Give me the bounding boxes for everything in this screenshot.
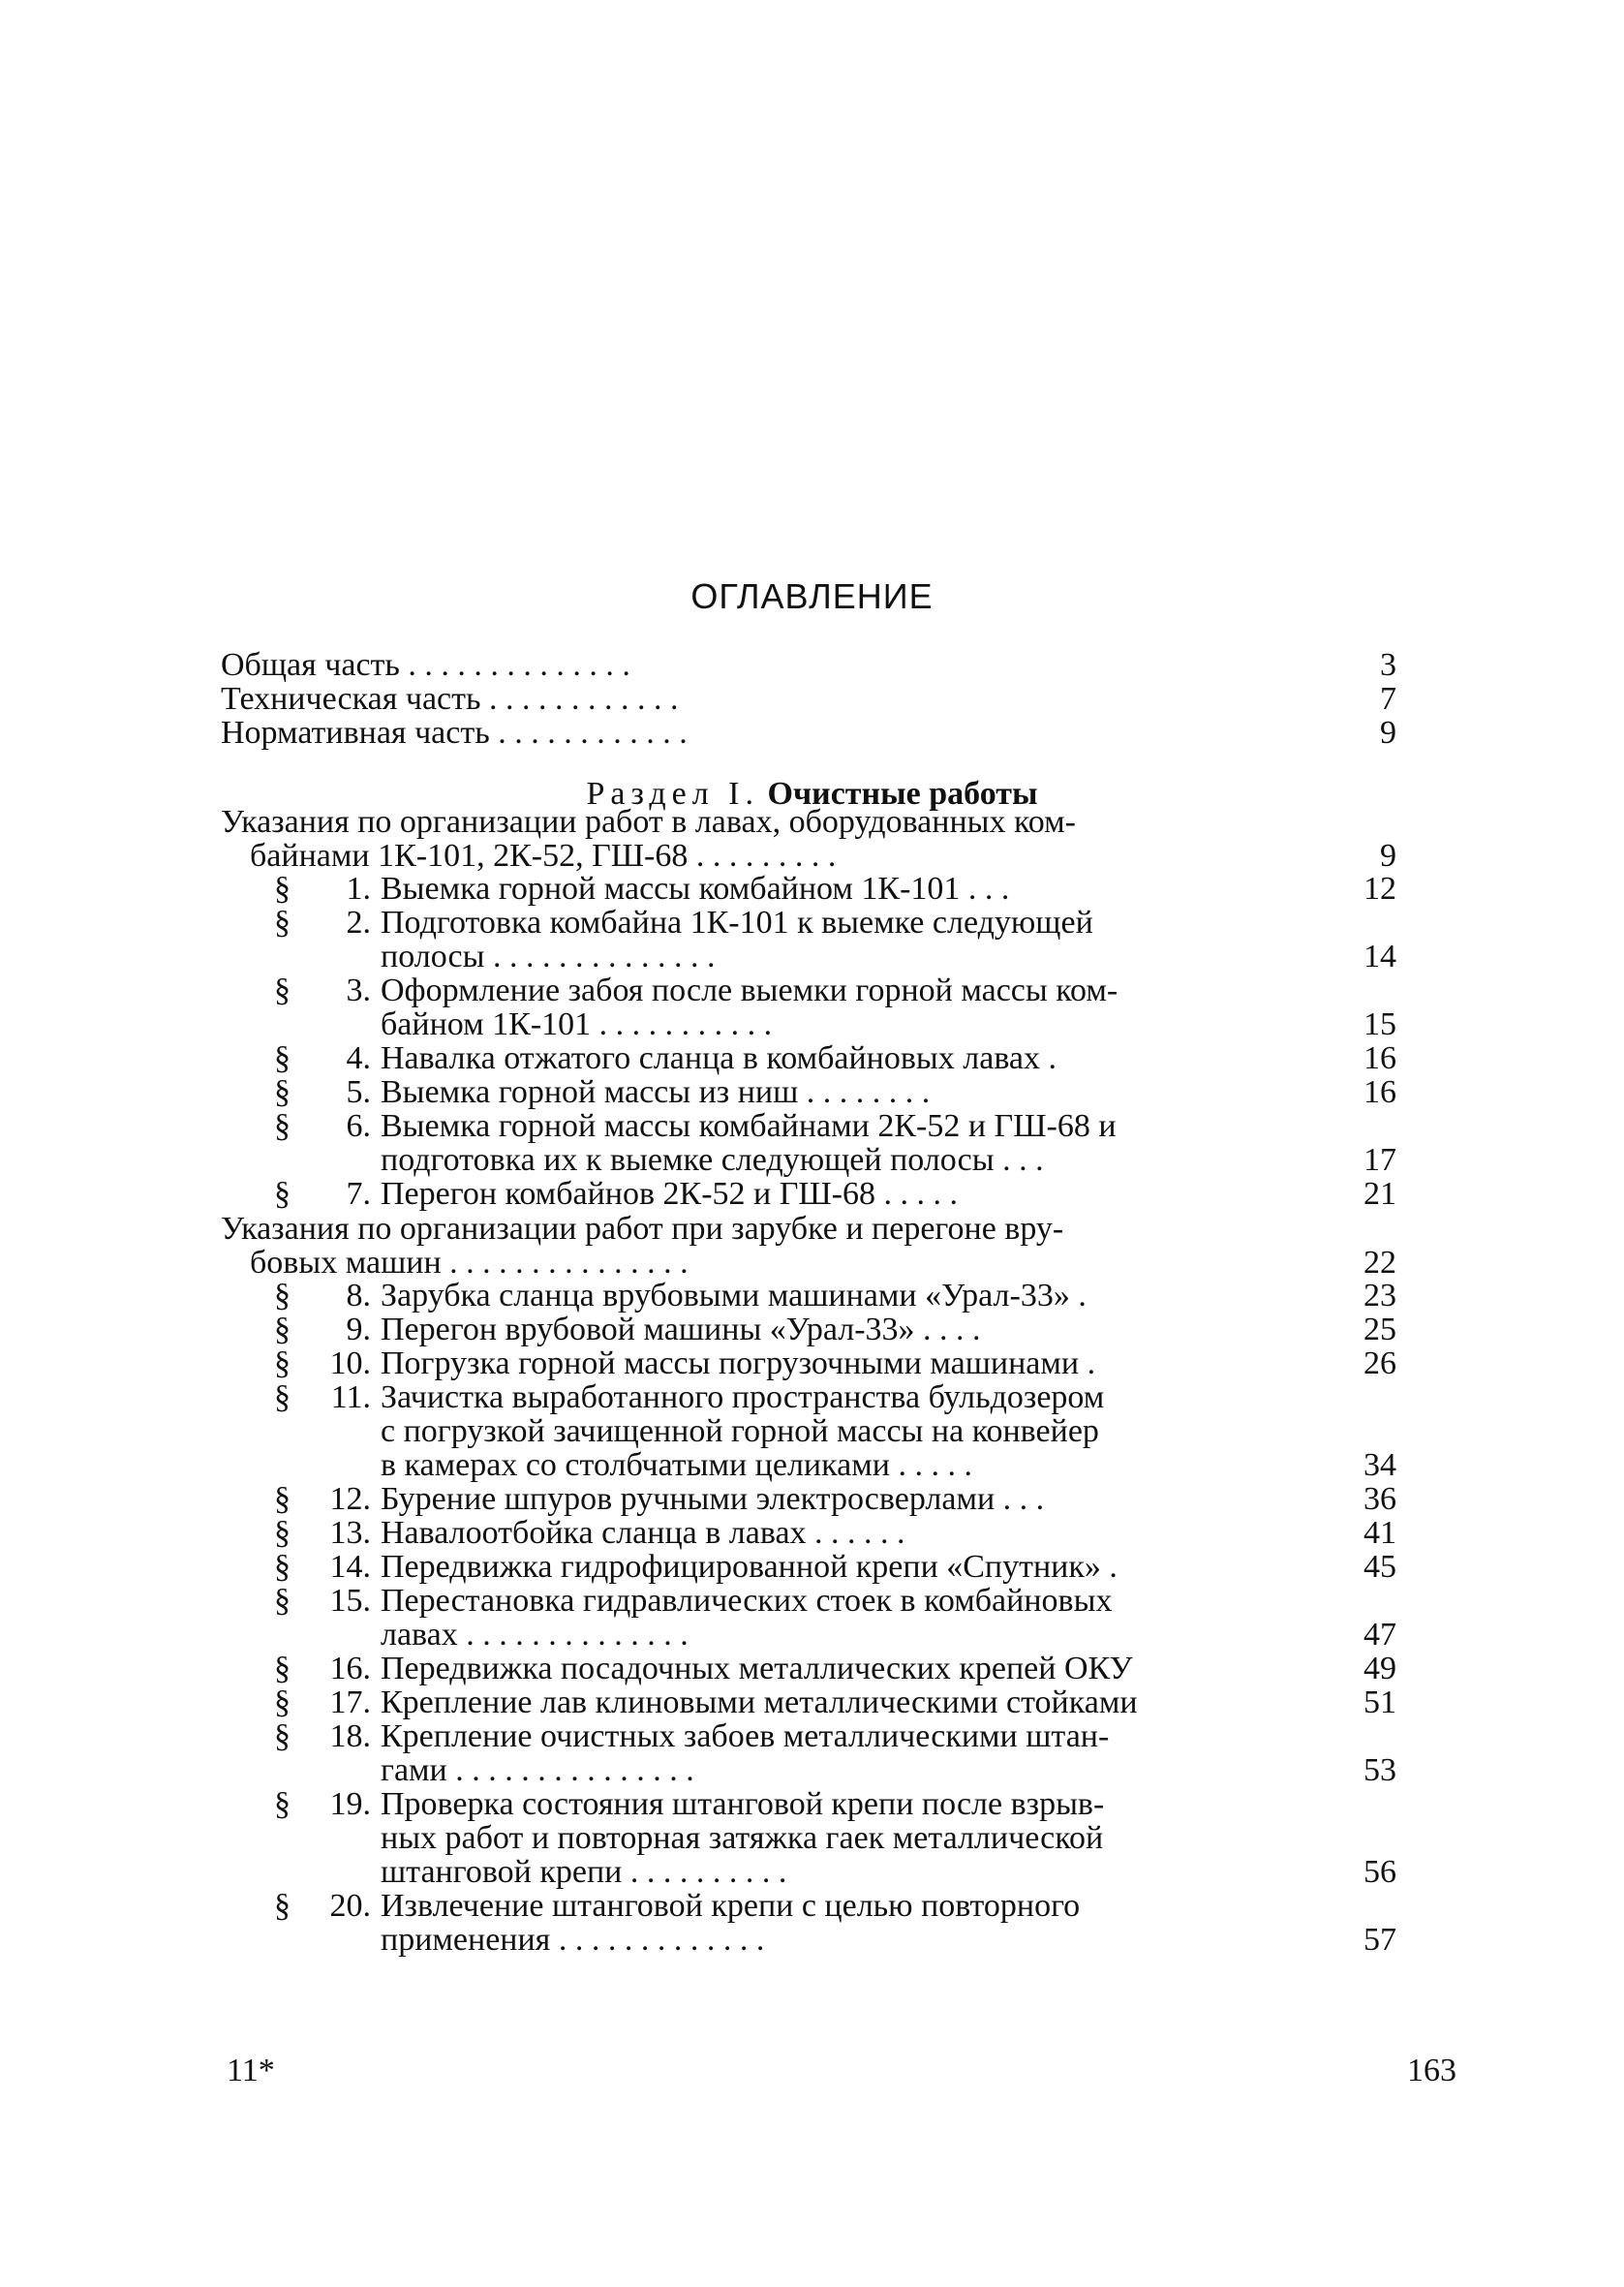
toc-group-heading: [221, 1211, 1383, 1245]
toc-item-text: в камерах со столбчатыми целиками . . . . .: [381, 1447, 972, 1483]
section-symbol: §: [274, 1074, 291, 1110]
toc-entry-page: 56: [1364, 1854, 1396, 1890]
toc-item-line: [221, 906, 1383, 940]
toc-item-line: [221, 1278, 1396, 1313]
section-symbol: §: [274, 1379, 291, 1415]
toc-item-number: 11.: [330, 1379, 371, 1415]
toc-entry-page: 15: [1364, 1006, 1396, 1042]
toc-item-number: 8.: [346, 1278, 371, 1313]
toc-entry-page: 53: [1364, 1752, 1396, 1788]
toc-item-number: 20.: [329, 1888, 371, 1924]
section-symbol: §: [274, 871, 291, 907]
toc-item-line: [221, 1345, 1396, 1381]
table-of-contents: [221, 647, 1396, 1958]
toc-item-text: Подготовка комбайна 1К-101 к выемке следующей: [381, 905, 1093, 941]
toc-entry-general: [221, 647, 1396, 683]
toc-item-line: [221, 974, 1383, 1007]
signature-mark: 11*: [227, 2053, 275, 2088]
toc-entry-page: 3: [1380, 647, 1396, 683]
section-symbol: §: [274, 1176, 291, 1212]
toc-item-number: 9.: [346, 1312, 371, 1347]
toc-group-line: байнами 1К-101, 2К-52, ГШ-68 . . . . . . . . .: [250, 838, 837, 874]
toc-item-number: 14.: [329, 1549, 371, 1585]
toc-item-line: [221, 1447, 1396, 1483]
section-symbol: §: [274, 1684, 291, 1720]
toc-item-number: 10.: [329, 1345, 371, 1381]
toc-item-line: [221, 1651, 1396, 1686]
toc-item: [221, 1176, 1396, 1212]
toc-entry-text: Техническая часть . . . . . . . . . . . .: [221, 681, 679, 717]
toc-item-text: Крепление очистных забоев металлическими штан-: [381, 1718, 1110, 1754]
toc-entry-page: 17: [1364, 1142, 1396, 1178]
toc-item-number: 7.: [346, 1176, 371, 1212]
toc-item: [221, 1684, 1396, 1720]
toc-item-number: 13.: [329, 1515, 371, 1551]
toc-entry-page: 26: [1364, 1345, 1396, 1381]
toc-item-line: [221, 1109, 1383, 1143]
toc-item-text: Бурение шпуров ручными электросверлами . . .: [381, 1481, 1045, 1517]
section-symbol: §: [274, 1651, 291, 1686]
toc-item-number: 1.: [346, 871, 371, 907]
toc-item-line: [221, 1074, 1396, 1110]
section-symbol: §: [274, 1040, 291, 1076]
toc-item-text: Оформление забоя после выемки горной массы ком-: [381, 973, 1118, 1008]
toc-item-text: подготовка их к выемке следующей полосы . . .: [381, 1142, 1044, 1178]
toc-item-text: Зарубка сланца врубовыми машинами «Урал-33» .: [381, 1278, 1087, 1313]
toc-item-line: [221, 1040, 1396, 1076]
section-heading: [0, 775, 1624, 814]
toc-item-text: Навалка отжатого сланца в комбайновых лавах .: [381, 1040, 1057, 1076]
toc-item-line: [221, 1821, 1383, 1855]
toc-entry-page: 23: [1364, 1278, 1396, 1313]
section-symbol: §: [274, 1718, 291, 1754]
toc-item-number: 3.: [346, 973, 371, 1008]
toc-entry-page: 57: [1364, 1922, 1396, 1958]
toc-item: [221, 1549, 1396, 1585]
toc-entry-page: 22: [1364, 1245, 1396, 1281]
toc-item: [221, 1651, 1396, 1686]
toc-item-line: [221, 1142, 1396, 1178]
toc-item-line: [221, 1515, 1396, 1551]
toc-item-number: 16.: [329, 1651, 371, 1686]
toc-item-line: [221, 1684, 1396, 1720]
section-symbol: §: [274, 1583, 291, 1619]
toc-item-text: Зачистка выработанного пространства бульдозером: [381, 1379, 1105, 1415]
toc-item-text: Перегон комбайнов 2К-52 и ГШ-68 . . . . .: [381, 1176, 958, 1212]
toc-item: [221, 871, 1396, 907]
toc-entry-page: 16: [1364, 1074, 1396, 1110]
toc-entry-text: Нормативная часть . . . . . . . . . . . .: [221, 715, 688, 751]
toc-entry-technical: [221, 681, 1396, 717]
page-number: 163: [1407, 2053, 1456, 2088]
toc-item-number: 18.: [329, 1718, 371, 1754]
toc-item: [221, 1515, 1396, 1551]
toc-item-number: 5.: [346, 1074, 371, 1110]
toc-item: [221, 1040, 1396, 1076]
section-symbol: §: [274, 1549, 291, 1585]
toc-item-line: [221, 939, 1396, 974]
section-symbol: §: [274, 973, 291, 1008]
toc-item: [221, 1481, 1396, 1517]
toc-item-number: 17.: [329, 1684, 371, 1720]
toc-item-line: [221, 1787, 1383, 1821]
toc-entry-page: 36: [1364, 1481, 1396, 1517]
toc-entry-page: 16: [1364, 1040, 1396, 1076]
toc-item: [221, 1718, 1396, 1788]
toc-items-group2: [221, 1278, 1396, 1958]
toc-group-line: Указания по организации работ в лавах, оборудованных ком-: [221, 804, 1076, 840]
toc-item-line: [221, 1549, 1396, 1585]
page-title: ОГЛАВЛЕНИЕ: [690, 576, 934, 616]
section-symbol: §: [274, 1312, 291, 1347]
toc-item-line: [221, 1584, 1383, 1618]
toc-item-line: [221, 1719, 1383, 1753]
toc-group-heading-cont: [221, 1245, 1396, 1281]
toc-entry-page: 41: [1364, 1515, 1396, 1551]
section-symbol: §: [274, 1108, 291, 1144]
toc-item: [221, 1108, 1396, 1178]
toc-item-line: [221, 1414, 1383, 1448]
toc-item-text: Перегон врубовой машины «Урал-33» . . . .: [381, 1312, 981, 1347]
toc-item-line: [221, 871, 1396, 907]
toc-item: [221, 973, 1396, 1042]
toc-entry-page: 14: [1364, 939, 1396, 974]
toc-item: [221, 1888, 1396, 1958]
toc-group-line: бовых машин . . . . . . . . . . . . . . .: [250, 1245, 689, 1281]
toc-entry-page: 12: [1364, 871, 1396, 907]
toc-item-text: Перестановка гидравлических стоек в комбайновых: [381, 1583, 1113, 1619]
toc-item-text: Проверка состояния штанговой крепи после взрыв-: [381, 1786, 1105, 1822]
toc-item-line: [221, 1481, 1396, 1517]
toc-item: [221, 1379, 1396, 1483]
toc-item-line: [221, 1752, 1396, 1788]
toc-item-text: Извлечение штанговой крепи с целью повторного: [381, 1888, 1081, 1924]
toc-item-line: [221, 1854, 1396, 1890]
section-symbol: §: [274, 905, 291, 941]
toc-item-text: полосы . . . . . . . . . . . . . .: [381, 939, 716, 974]
toc-item-line: [221, 1312, 1396, 1347]
toc-item-text: применения . . . . . . . . . . . . .: [381, 1922, 765, 1958]
toc-item-number: 6.: [346, 1108, 371, 1144]
toc-item: [221, 1786, 1396, 1890]
toc-item: [221, 1074, 1396, 1110]
toc-entry-page: 9: [1380, 838, 1396, 874]
toc-item-line: [221, 1889, 1383, 1923]
section-symbol: §: [274, 1481, 291, 1517]
section-symbol: §: [274, 1786, 291, 1822]
section-symbol: §: [274, 1515, 291, 1551]
toc-item-text: Крепление лав клиновыми металлическими стойками: [381, 1684, 1138, 1720]
toc-item-line: [221, 1380, 1383, 1414]
toc-entry-page: 21: [1364, 1176, 1396, 1212]
toc-group-line: Указания по организации работ при зарубке и перегоне вру-: [221, 1211, 1064, 1247]
toc-item-text: Навалоотбойка сланца в лавах . . . . . .: [381, 1515, 905, 1551]
toc-item-text: штанговой крепи . . . . . . . . . .: [381, 1854, 787, 1890]
toc-entry-page: 47: [1364, 1617, 1396, 1653]
toc-item-text: байном 1К-101 . . . . . . . . . . .: [381, 1006, 773, 1042]
toc-item-text: Выемка горной массы комбайнами 2К-52 и ГШ-68 и: [381, 1108, 1117, 1144]
toc-items-group1: [221, 871, 1396, 1212]
toc-item: [221, 1278, 1396, 1313]
toc-item-line: [221, 1176, 1396, 1212]
toc-item-text: гами . . . . . . . . . . . . . . .: [381, 1752, 694, 1788]
toc-entry-page: 9: [1380, 715, 1396, 751]
toc-item: [221, 1583, 1396, 1653]
toc-item-number: 15.: [329, 1583, 371, 1619]
toc-item-text: Передвижка посадочных металлических крепей ОКУ: [381, 1651, 1133, 1686]
toc-entry-text: Общая часть . . . . . . . . . . . . . .: [221, 647, 630, 683]
toc-item-number: 4.: [346, 1040, 371, 1076]
toc-item: [221, 1312, 1396, 1347]
section-symbol: §: [274, 1278, 291, 1313]
toc-item-text: Погрузка горной массы погрузочными машинами .: [381, 1345, 1096, 1381]
toc-item-text: Выемка горной массы из ниш . . . . . . . .: [381, 1074, 931, 1110]
toc-item: [221, 905, 1396, 974]
toc-item-line: [221, 1922, 1396, 1958]
toc-entry-normative: [221, 715, 1396, 751]
toc-entry-page: 49: [1364, 1651, 1396, 1686]
toc-item-number: 2.: [346, 905, 371, 941]
toc-item-text: Выемка горной массы комбайном 1К-101 . . .: [381, 871, 1010, 907]
toc-item-text: Передвижка гидрофицированной крепи «Спутник» .: [381, 1549, 1118, 1585]
toc-entry-page: 45: [1364, 1549, 1396, 1585]
section-symbol: §: [274, 1345, 291, 1381]
toc-item-line: [221, 1006, 1396, 1042]
toc-item-text: с погрузкой зачищенной горной массы на конвейер: [381, 1413, 1099, 1449]
toc-item-text: ных работ и повторная затяжка гаек металлической: [381, 1820, 1104, 1856]
toc-item-number: 19.: [329, 1786, 371, 1822]
section-name: Очистные работы: [767, 776, 1038, 812]
toc-item: [221, 1345, 1396, 1381]
toc-group-heading-cont: [221, 838, 1396, 874]
section-symbol: §: [274, 1888, 291, 1924]
toc-item-number: 12.: [329, 1481, 371, 1517]
toc-entry-page: 25: [1364, 1312, 1396, 1347]
toc-entry-page: 34: [1364, 1447, 1396, 1483]
toc-item-line: [221, 1617, 1396, 1653]
toc-entry-page: 51: [1364, 1684, 1396, 1720]
toc-item-text: лавах . . . . . . . . . . . . . .: [381, 1617, 689, 1653]
section-label: Раздел I.: [586, 776, 759, 812]
toc-entry-page: 7: [1380, 681, 1396, 717]
